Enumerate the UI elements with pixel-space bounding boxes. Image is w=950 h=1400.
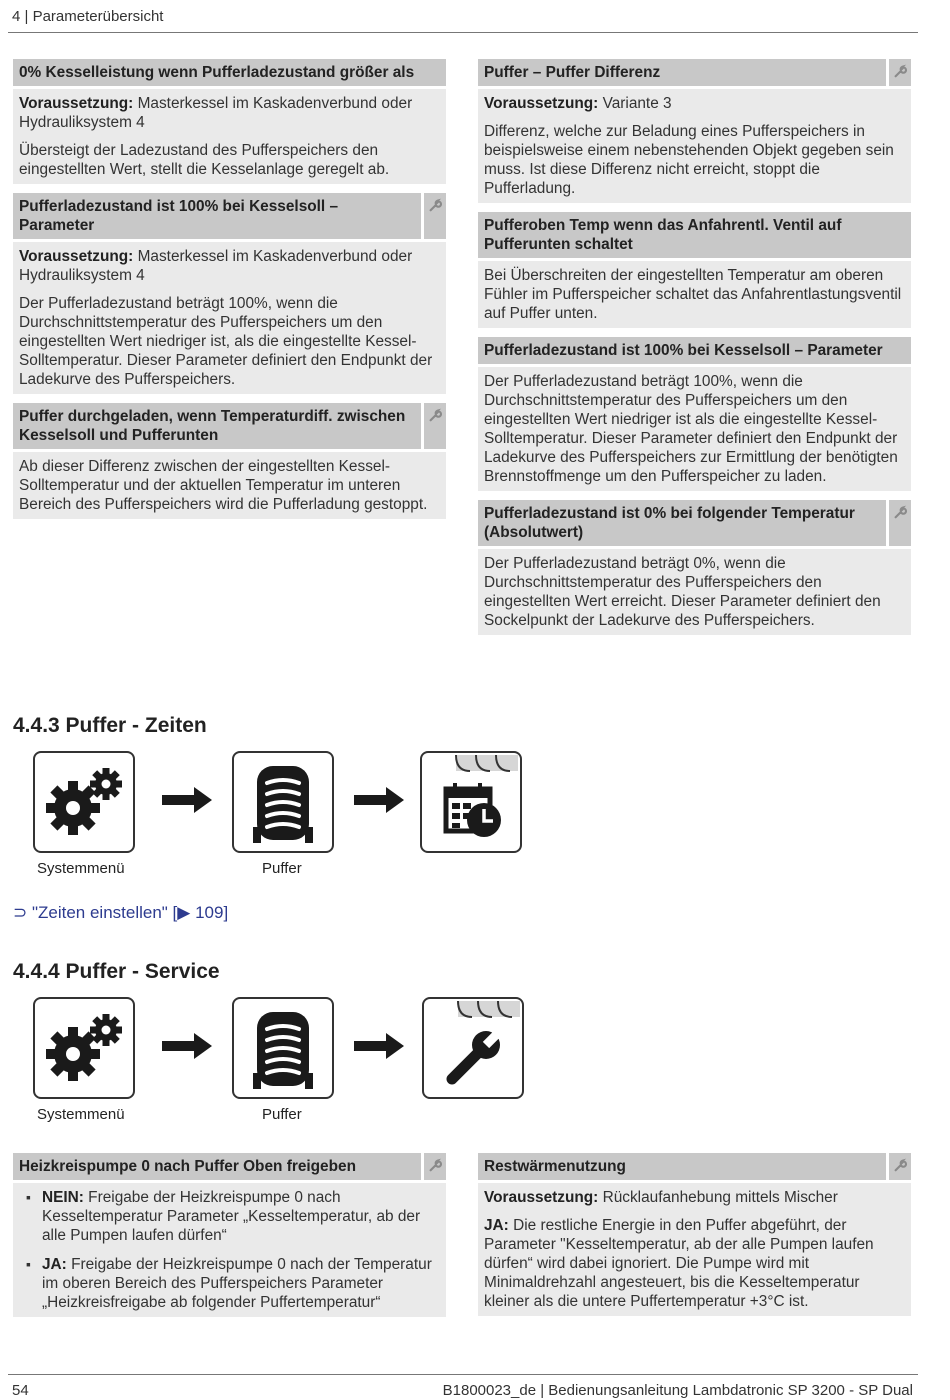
param-requirement	[19, 94, 440, 132]
param-box-header	[478, 59, 911, 86]
param-title: Heizkreispumpe 0 nach Puffer Oben freigeben	[19, 1158, 356, 1175]
section-heading-zeiten: 4.4.3 Puffer - Zeiten	[13, 714, 207, 737]
param-body	[13, 89, 446, 184]
param-title: 0% Kesselleistung wenn Pufferladezustand größer als	[19, 64, 415, 81]
wrench-icon	[421, 403, 446, 449]
param-body	[13, 242, 446, 394]
right-column	[478, 59, 911, 644]
param-box	[13, 403, 446, 519]
label-puffer: Puffer	[262, 860, 302, 877]
param-body	[478, 89, 911, 203]
param-requirement	[484, 94, 905, 113]
footer-rule	[8, 1374, 918, 1375]
param-body	[13, 452, 446, 519]
requirement-text: Rücklaufanhebung mittels Mischer	[598, 1189, 838, 1206]
param-title: Pufferladezustand ist 100% bei Kesselsoll – Parameter	[19, 198, 339, 234]
param-description: Der Pufferladezustand beträgt 100%, wenn die Durchschnittstemperatur des Pufferspeichers um den eingestellten Wert niedriger ist als die eingestellte Kessel-Solltemperatur. Dieser Parameter definiert den Endpunkt der Ladekurve des Pufferspeichers zur Ermittlung der benötigten Brennstoffmenge um den Pufferspeicher zu laden.	[484, 373, 898, 485]
arrow-right-icon	[160, 785, 214, 815]
param-box-header	[478, 500, 911, 546]
buffer-tank-icon	[232, 997, 334, 1099]
arrow-right-icon	[352, 1031, 406, 1061]
param-title: Pufferladezustand ist 0% bei folgender Temperatur (Absolutwert)	[484, 505, 855, 541]
param-box	[13, 59, 446, 184]
param-requirement	[19, 247, 440, 285]
bottom-right-column	[478, 1153, 911, 1325]
requirement-text: Variante 3	[598, 95, 672, 112]
param-box-header	[478, 337, 911, 364]
param-box	[478, 212, 911, 328]
param-box-header	[478, 212, 911, 258]
list-item	[19, 1255, 440, 1312]
param-description: Übersteigt der Ladezustand des Pufferspeichers den eingestellten Wert, stellt die Kesselanlage geregelt ab.	[19, 142, 390, 178]
wrench-icon	[886, 500, 911, 546]
wrench-icon	[886, 1153, 911, 1180]
requirement-label: Voraussetzung:	[484, 1189, 599, 1206]
option-list	[19, 1188, 440, 1312]
param-box	[13, 1153, 446, 1317]
param-title: Puffer – Puffer Differenz	[484, 64, 661, 81]
arrow-right-icon	[160, 1031, 214, 1061]
label-systemmenu: Systemmenü	[37, 1106, 125, 1123]
buffer-tank-icon	[232, 751, 334, 853]
xref-zeiten-einstellen[interactable]: ⊃ "Zeiten einstellen" [▶ 109]	[13, 903, 229, 922]
param-box-header	[478, 1153, 911, 1180]
requirement-label: Voraussetzung:	[484, 95, 599, 112]
param-body	[478, 1183, 911, 1316]
bottom-left-column	[13, 1153, 446, 1326]
param-title: Pufferoben Temp wenn das Anfahrentl. Ventil auf Pufferunten schaltet	[484, 217, 842, 253]
param-description: Ab dieser Differenz zwischen der eingestellten Kessel-Solltemperatur und der aktuellen Temperatur im unteren Bereich des Pufferspeichers wird die Pufferladung gestoppt.	[19, 458, 428, 513]
header-rule	[8, 32, 918, 33]
requirement-label: Voraussetzung:	[19, 248, 134, 265]
calendar-clock-icon	[420, 751, 522, 853]
param-box-header	[13, 403, 446, 449]
wrench-icon	[886, 59, 911, 86]
label-systemmenu: Systemmenü	[37, 860, 125, 877]
gears-icon	[33, 997, 135, 1099]
section-heading-service: 4.4.4 Puffer - Service	[13, 960, 220, 983]
param-body	[13, 1183, 446, 1317]
requirement-text: Masterkessel im Kaskadenverbund oder Hydrauliksystem 4	[19, 248, 413, 284]
param-body	[478, 261, 911, 328]
param-title: Puffer durchgeladen, wenn Temperaturdiff. zwischen Kesselsoll und Pufferunten	[19, 408, 406, 444]
param-box	[478, 59, 911, 203]
param-title: Pufferladezustand ist 100% bei Kesselsoll – Parameter	[484, 342, 883, 359]
param-box-header	[13, 59, 446, 86]
param-title: Restwärmenutzung	[484, 1158, 626, 1175]
list-item	[19, 1188, 440, 1245]
gears-icon	[33, 751, 135, 853]
wrench-icon	[421, 193, 446, 239]
param-box	[478, 337, 911, 491]
param-body	[478, 367, 911, 491]
requirement-label: Voraussetzung:	[19, 95, 134, 112]
wrench-icon	[422, 997, 524, 1099]
option-label: JA:	[42, 1256, 67, 1273]
option-label: NEIN:	[42, 1189, 84, 1206]
arrow-right-icon	[352, 785, 406, 815]
requirement-text: Masterkessel im Kaskadenverbund oder Hydrauliksystem 4	[19, 95, 413, 131]
option-text: Freigabe der Heizkreispumpe 0 nach der Temperatur im oberen Bereich des Pufferspeichers Parameter „Heizkreisfreigabe ab folgender Puffertemperatur“	[42, 1256, 432, 1311]
page-number: 54	[12, 1382, 29, 1399]
option-label: JA:	[484, 1217, 509, 1234]
document-id: B1800023_de | Bedienungsanleitung Lambdatronic SP 3200 - SP Dual	[442, 1382, 913, 1399]
param-description	[484, 1216, 905, 1311]
param-description: Bei Überschreiten der eingestellten Temperatur am oberen Fühler im Pufferspeicher schaltet das Anfahrentlastungsventil auf Puffer unten.	[484, 267, 902, 322]
param-description: Differenz, welche zur Beladung eines Pufferspeichers in beispielsweise einem nebenstehenden Objekt gegeben sein muss. Ist diese Differenz nicht erreicht, stoppt die Pufferladung.	[484, 123, 894, 197]
option-text: Die restliche Energie in den Puffer abgeführt, der Parameter "Kesseltemperatur, ab der alle Pumpen laufen dürfen“ wird dabei ignoriert. Die Pumpe wird mit Minimaldrehzahl angesteuert, bis die Kesseltemperatur kleiner als die untere Puffertemperatur +3°C ist.	[484, 1217, 874, 1310]
param-body	[478, 549, 911, 635]
param-box-header	[13, 193, 446, 239]
param-box	[478, 1153, 911, 1316]
param-box-header	[13, 1153, 446, 1180]
page-header: 4 | Parameterübersicht	[12, 8, 164, 25]
param-description: Der Pufferladezustand beträgt 0%, wenn die Durchschnittstemperatur des Pufferspeichers den eingestellten Wert erreicht. Dieser Parameter definiert den Sockelpunkt der Ladekurve des Pufferspeichers.	[484, 555, 881, 629]
label-puffer: Puffer	[262, 1106, 302, 1123]
param-box	[478, 500, 911, 635]
param-box	[13, 193, 446, 394]
param-description: Der Pufferladezustand beträgt 100%, wenn die Durchschnittstemperatur des Pufferspeichers um den eingestellten Wert niedriger ist, als die eingestellte Kessel-Solltemperatur. Dieser Parameter definiert den Endpunkt der Ladekurve des Pufferspeichers.	[19, 295, 433, 388]
left-column	[13, 59, 446, 528]
option-text: Freigabe der Heizkreispumpe 0 nach Kesseltemperatur Parameter „Kesseltemperatur, ab der alle Pumpen laufen dürfen“	[42, 1189, 421, 1244]
param-requirement	[484, 1188, 905, 1207]
wrench-icon	[421, 1153, 446, 1180]
